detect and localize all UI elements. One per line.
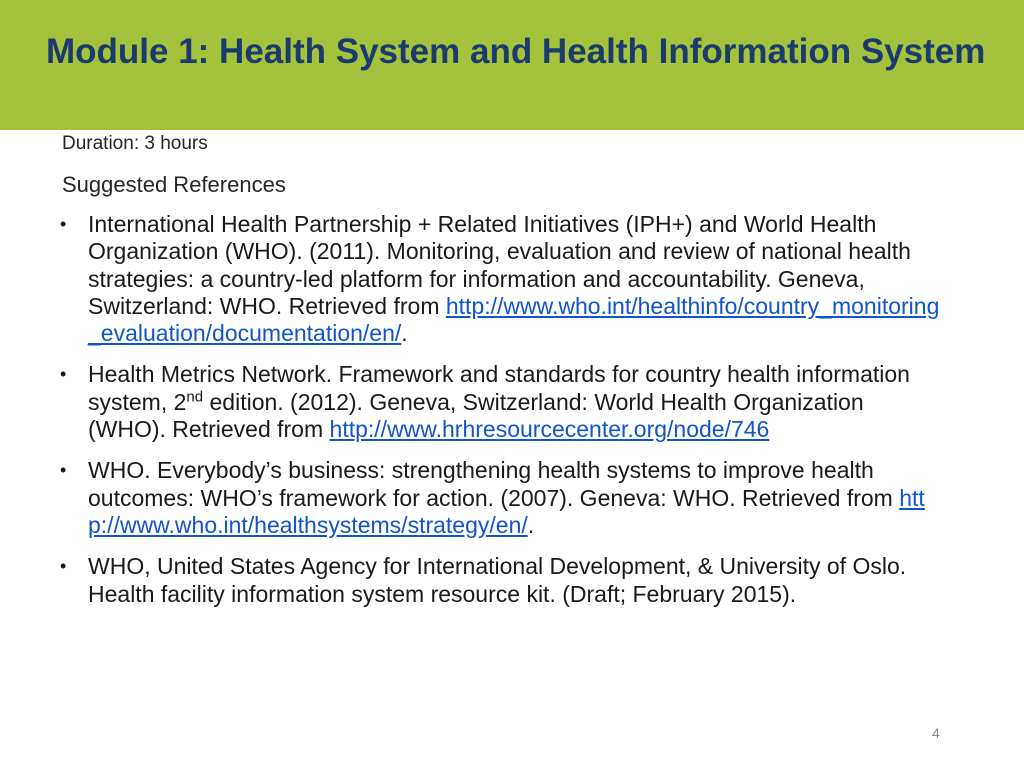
references-heading: Suggested References	[62, 172, 286, 197]
reference-period: .	[527, 511, 535, 538]
reference-text: WHO. Everybody’s business: strengthening health systems to improve health outcomes: WHO’s framework for action. (2007). Geneva: WHO. Retrieved from	[88, 457, 900, 511]
reference-superscript: nd	[186, 388, 204, 406]
reference-item-hfis-kit	[60, 553, 940, 608]
reference-item-hmn	[60, 361, 940, 443]
references-list	[60, 211, 940, 622]
reference-link-who-monitoring[interactable]: http://www.who.int/healthinfo/country_monitoring_evaluation/documentation/en/	[88, 292, 940, 347]
reference-text: International Health Partnership + Related Initiatives (IPH+) and World Health Organization (WHO). (2011). Monitoring, evaluation and review of national health strategies: a country-led platform for information and accountability. Geneva, Switzerland: WHO. Retrieved from	[88, 211, 911, 319]
page-number: 4	[932, 725, 940, 741]
bullet-icon: •	[60, 556, 67, 577]
reference-text: Health Metrics Network. Framework and standards for country health information system, 2	[88, 361, 910, 415]
reference-text: WHO, United States Agency for International Development, & University of Oslo. Health facility information system resource kit. (Draft; February 2015).	[88, 553, 907, 607]
duration-text: Duration: 3 hours	[62, 133, 208, 154]
reference-period: .	[401, 320, 408, 347]
reference-link-who-healthsystems[interactable]: http://www.who.int/healthsystems/strategy/en/	[88, 484, 925, 538]
bullet-icon: •	[60, 460, 67, 481]
reference-item-who-framework	[60, 457, 940, 539]
bullet-icon: •	[60, 214, 67, 234]
reference-link-hrh[interactable]: http://www.hrhresourcecenter.org/node/746	[329, 416, 770, 443]
bullet-icon: •	[60, 364, 67, 385]
reference-text-continued: edition. (2012). Geneva, Switzerland: World Health Organization (WHO). Retrieved from	[88, 388, 864, 443]
reference-item-iph	[60, 211, 940, 347]
slide-title: Module 1: Health System and Health Information System	[46, 32, 986, 71]
